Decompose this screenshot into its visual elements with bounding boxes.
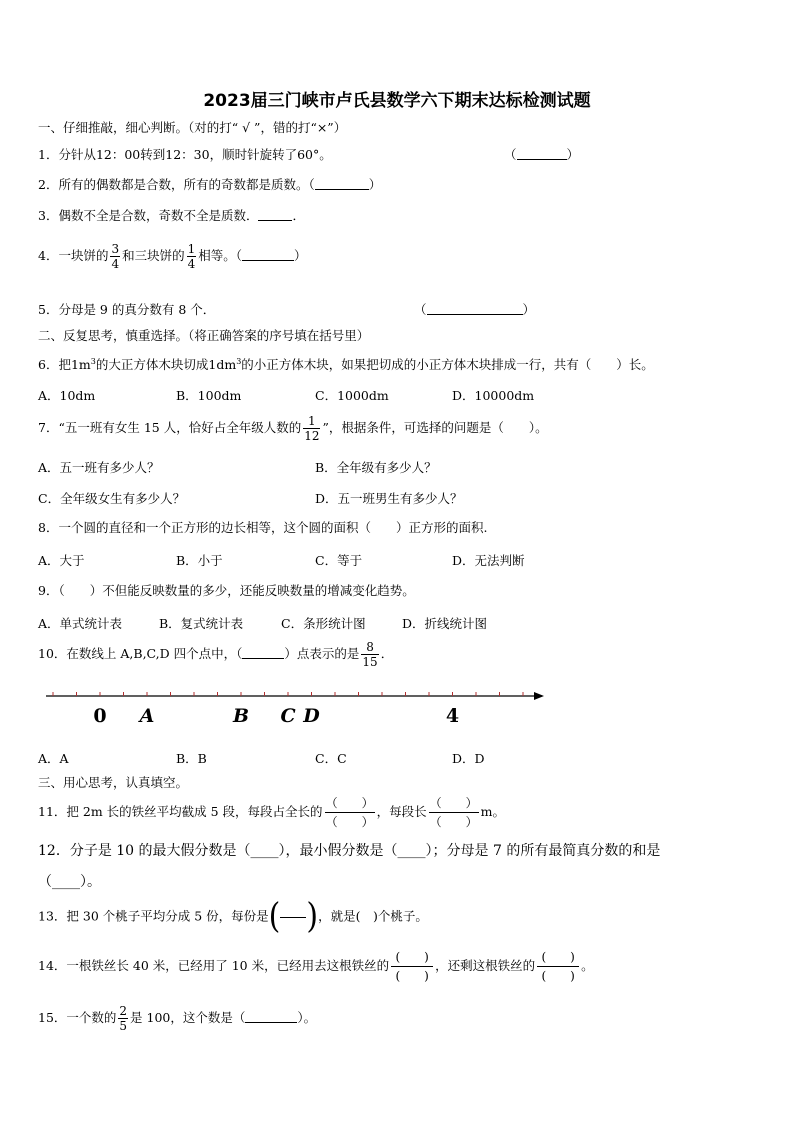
option-c[interactable]: C．1000dm — [315, 388, 389, 403]
option-c[interactable]: C．C — [315, 751, 347, 766]
question-2: 2．所有的偶数都是合数，所有的奇数都是质数。（ ） — [38, 177, 382, 192]
question-7: 7．“五一班有女生 15 人，恰好占全年级人数的 $\frac{1}{12}$ ”，根据条件，可选择的问题是（ ）。 — [38, 414, 548, 443]
question-1-text: 1．分针从12：00转到12：30，顺时针旋转了60°。 — [38, 147, 332, 162]
answer-blank[interactable] — [427, 302, 523, 315]
option-b[interactable]: B．全年级有多少人？ — [315, 460, 437, 475]
option-c[interactable]: C．等于 — [315, 553, 363, 568]
answer-fraction[interactable]: $\frac{( )}{( )}$ — [325, 796, 374, 829]
section-3-heading: 三、用心思考，认真填空。 — [38, 775, 189, 790]
question-5-answer[interactable]: （ ） — [414, 302, 536, 317]
answer-blank[interactable] — [315, 177, 369, 190]
number-line-label-c: C — [280, 705, 296, 727]
option-a[interactable]: A．A — [38, 751, 69, 766]
answer-blank[interactable] — [245, 1010, 297, 1023]
question-13: 13．把 30 个桃子平均分成 5 份，每份是( )，就是( )个桃子。 — [38, 896, 428, 937]
number-line-label-0: 0 — [93, 705, 107, 727]
question-15: 15．一个数的 $\frac{2}{5}$ 是 100，这个数是（ ）。 — [38, 1004, 317, 1033]
question-3: 3．偶数不全是合数，奇数不全是质数． ． — [38, 208, 305, 223]
question-4: 4．一块饼的 $\frac{3}{4}$ 和三块饼的 $\frac{1}{4}$ 相等。（ ） — [38, 242, 307, 271]
option-a[interactable]: A．五一班有多少人？ — [38, 460, 160, 475]
number-line-label-4: 4 — [445, 705, 460, 727]
number-line-label-b: B — [232, 705, 250, 727]
answer-blank[interactable] — [242, 248, 294, 261]
fraction-1-12: $\frac{1}{12}$ — [304, 414, 320, 443]
option-d[interactable]: D．折线统计图 — [402, 616, 488, 631]
section-2-heading: 二、反复思考，慎重选择。（将正确答案的序号填在括号里） — [38, 328, 370, 343]
number-line-label-d: D — [303, 705, 320, 727]
option-b[interactable]: B．100dm — [176, 388, 242, 403]
question-6: 6．把$1m^3$的大正方体木块切成$1dm^3$的小正方体木块，如果把切成的小正方体木块排成一行，共有（ ）长。 — [38, 357, 654, 373]
fraction-8-15: $\frac{8}{15}$ — [362, 640, 378, 669]
number-line-arrow-icon — [534, 692, 544, 700]
question-10: 10．在数线上 A,B,C,D 四个点中，（ ）点表示的是 $\frac{8}{15}$ ． — [38, 640, 394, 669]
question-9: 9．（ ）不但能反映数量的多少，还能反映数量的增减变化趋势。 — [38, 583, 415, 598]
section-1-heading: 一、仔细推敲，细心判断。（对的打“ √ ”，错的打“×”） — [38, 120, 347, 135]
answer-blank[interactable] — [258, 208, 292, 221]
option-a[interactable]: A．大于 — [38, 553, 85, 568]
option-c[interactable]: C．全年级女生有多少人？ — [38, 491, 186, 506]
question-12-line-1: 12．分子是 10 的最大假分数是（____），最小假分数是（____）；分母是 7 的所有最简真分数的和是 — [38, 843, 661, 859]
fraction-1-4: $\frac{1}{4}$ — [187, 242, 196, 271]
option-b[interactable]: B．复式统计表 — [159, 616, 244, 631]
question-14: 14．一根铁丝长 40 米，已经用了 10 米，已经用去这根铁丝的 $\frac{( )}{( )}$ ，还剩这根铁丝的 $\frac{( )}{( )}$ 。 — [38, 950, 594, 983]
answer-fraction[interactable]: $\frac{( )}{( )}$ — [391, 948, 433, 985]
option-a[interactable]: A．10dm — [38, 388, 96, 403]
question-1 — [38, 147, 332, 163]
option-d[interactable]: D．D — [452, 751, 485, 766]
option-b[interactable]: B．B — [176, 751, 207, 766]
answer-fraction[interactable]: $\frac{( )}{( )}$ — [429, 796, 478, 829]
question-12-line-2: （____）。 — [38, 874, 101, 890]
option-a[interactable]: A．单式统计表 — [38, 616, 123, 631]
number-line — [40, 682, 560, 730]
question-1-answer[interactable]: （ ） — [504, 147, 580, 162]
fraction-3-4: $\frac{3}{4}$ — [111, 242, 120, 271]
question-5-text: 5．分母是 9 的真分数有 8 个． — [38, 302, 216, 317]
answer-fraction[interactable]: $\frac{( )}{( )}$ — [537, 948, 579, 985]
answer-bracket[interactable]: ( ) — [268, 896, 319, 937]
question-3-text: 3．偶数不全是合数，奇数不全是质数． — [38, 208, 259, 223]
page-title: 2023届三门峡市卢氏县数学六下期末达标检测试题 — [203, 91, 591, 111]
question-5 — [38, 302, 215, 318]
option-b[interactable]: B．小于 — [176, 553, 223, 568]
question-2-text: 2．所有的偶数都是合数，所有的奇数都是质数。（ — [38, 177, 315, 192]
option-d[interactable]: D．无法判断 — [452, 553, 525, 568]
answer-blank[interactable] — [517, 147, 567, 160]
option-d[interactable]: D．五一班男生有多少人？ — [315, 491, 463, 506]
number-line-label-a: A — [139, 705, 155, 727]
question-11: 11．把 2m 长的铁丝平均截成 5 段，每段占全长的 $\frac{( )}{( )}$ ，每段长 $\frac{( )}{( )}$ m。 — [38, 796, 505, 829]
fraction-2-5: $\frac{2}{5}$ — [119, 1004, 128, 1033]
answer-blank[interactable] — [242, 646, 284, 659]
option-d[interactable]: D．10000dm — [452, 388, 535, 403]
option-c[interactable]: C．条形统计图 — [281, 616, 366, 631]
question-8: 8．一个圆的直径和一个正方形的边长相等，这个圆的面积（ ）正方形的面积. — [38, 520, 488, 535]
